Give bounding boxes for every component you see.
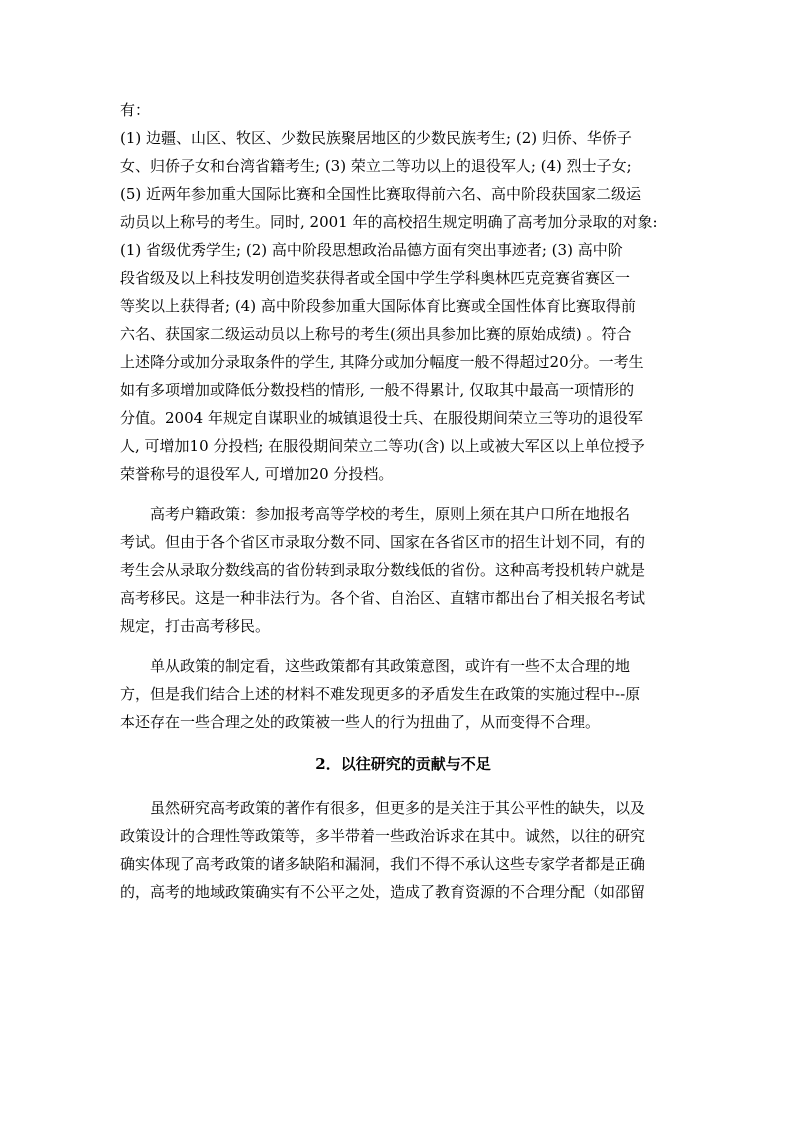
- section-heading: 2．以往研究的贡献与不足: [315, 755, 491, 773]
- text-line: 分值。2004 年规定自谋职业的城镇退役士兵、在服役期间荣立三等功的退役军: [120, 409, 643, 427]
- text-line: 高考户籍政策：参加报考高等学校的考生，原则上须在其户口所在地报名: [150, 505, 631, 523]
- text-line: 方，但是我们结合上述的材料不难发现更多的矛盾发生在政策的实施过程中--原: [120, 685, 641, 703]
- text-line: 规定，打击高考移民。: [120, 617, 271, 635]
- text-line: 人, 可增加10 分投档; 在服役期间荣立二等功(含) 以上或被大军区以上单位授予: [120, 437, 645, 455]
- text-line: 如有多项增加或降低分数投档的情形, 一般不得累计, 仅取其中最高一项情形的: [120, 381, 635, 399]
- text-line: 有：: [120, 101, 151, 119]
- text-line: 六名、获国家二级运动员以上称号的考生(须出具参加比赛的原始成绩) 。符合: [120, 325, 632, 343]
- text-line: 本还存在一些合理之处的政策被一些人的行为扭曲了，从而变得不合理。: [120, 713, 601, 731]
- text-line: 虽然研究高考政策的著作有很多，但更多的是关注于其公平性的缺失，以及: [150, 799, 646, 817]
- document-page: [120, 96, 686, 906]
- text-line: 荣誉称号的退役军人, 可增加20 分投档。: [120, 465, 394, 483]
- paragraph-bonus-policy: [120, 96, 686, 488]
- text-line: 单从政策的制定看，这些政策都有其政策意图，或许有一些不太合理的地: [150, 657, 631, 675]
- text-line: 考生会从录取分数线高的省份转到录取分数线低的省份。这种高考投机转户就是: [120, 561, 646, 579]
- text-line: 的，高考的地域政策确实有不公平之处，造成了教育资源的不合理分配（如邵留: [120, 883, 646, 901]
- text-line: 上述降分或加分录取条件的学生, 其降分或加分幅度一般不得超过20分。一考生: [120, 353, 644, 371]
- text-line: 等奖以上获得者; (4) 高中阶段参加重大国际体育比赛或全国性体育比赛取得前: [120, 297, 636, 315]
- text-line: 政策设计的合理性等政策等，多半带着一些政治诉求在其中。诚然，以往的研究: [120, 827, 646, 845]
- text-line: 段省级及以上科技发明创造奖获得者或全国中学生学科奥林匹克竞赛省赛区一: [120, 269, 631, 287]
- paragraph-household-policy: [120, 500, 686, 640]
- paragraph-gap: [120, 640, 686, 652]
- text-line: 女、归侨子女和台湾省籍考生; (3) 荣立二等功以上的退役军人; (4) 烈士子女;: [120, 157, 632, 175]
- text-line: (1) 边疆、山区、牧区、少数民族聚居地区的少数民族考生; (2) 归侨、华侨子: [120, 129, 632, 147]
- text-line: (5) 近两年参加重大国际比赛和全国性比赛取得前六名、高中阶段获国家二级运: [120, 185, 642, 203]
- paragraph-gap: [120, 488, 686, 500]
- paragraph-prior-research: [120, 794, 686, 906]
- text-line: 考试。但由于各个省区市录取分数不同、国家在各省区市的招生计划不同，有的: [120, 533, 646, 551]
- text-line: 动员以上称号的考生。同时, 2001 年的高校招生规定明确了高考加分录取的对象:: [120, 213, 658, 231]
- text-line: (1) 省级优秀学生; (2) 高中阶段思想政治品德方面有突出事迹者; (3) 高中阶: [120, 241, 623, 259]
- text-line: 高考移民。这是一种非法行为。各个省、自治区、直辖市都出台了相关报名考试: [120, 589, 646, 607]
- text-line: 确实体现了高考政策的诸多缺陷和漏洞，我们不得不承认这些专家学者都是正确: [120, 855, 646, 873]
- paragraph-policy-intent: [120, 652, 686, 736]
